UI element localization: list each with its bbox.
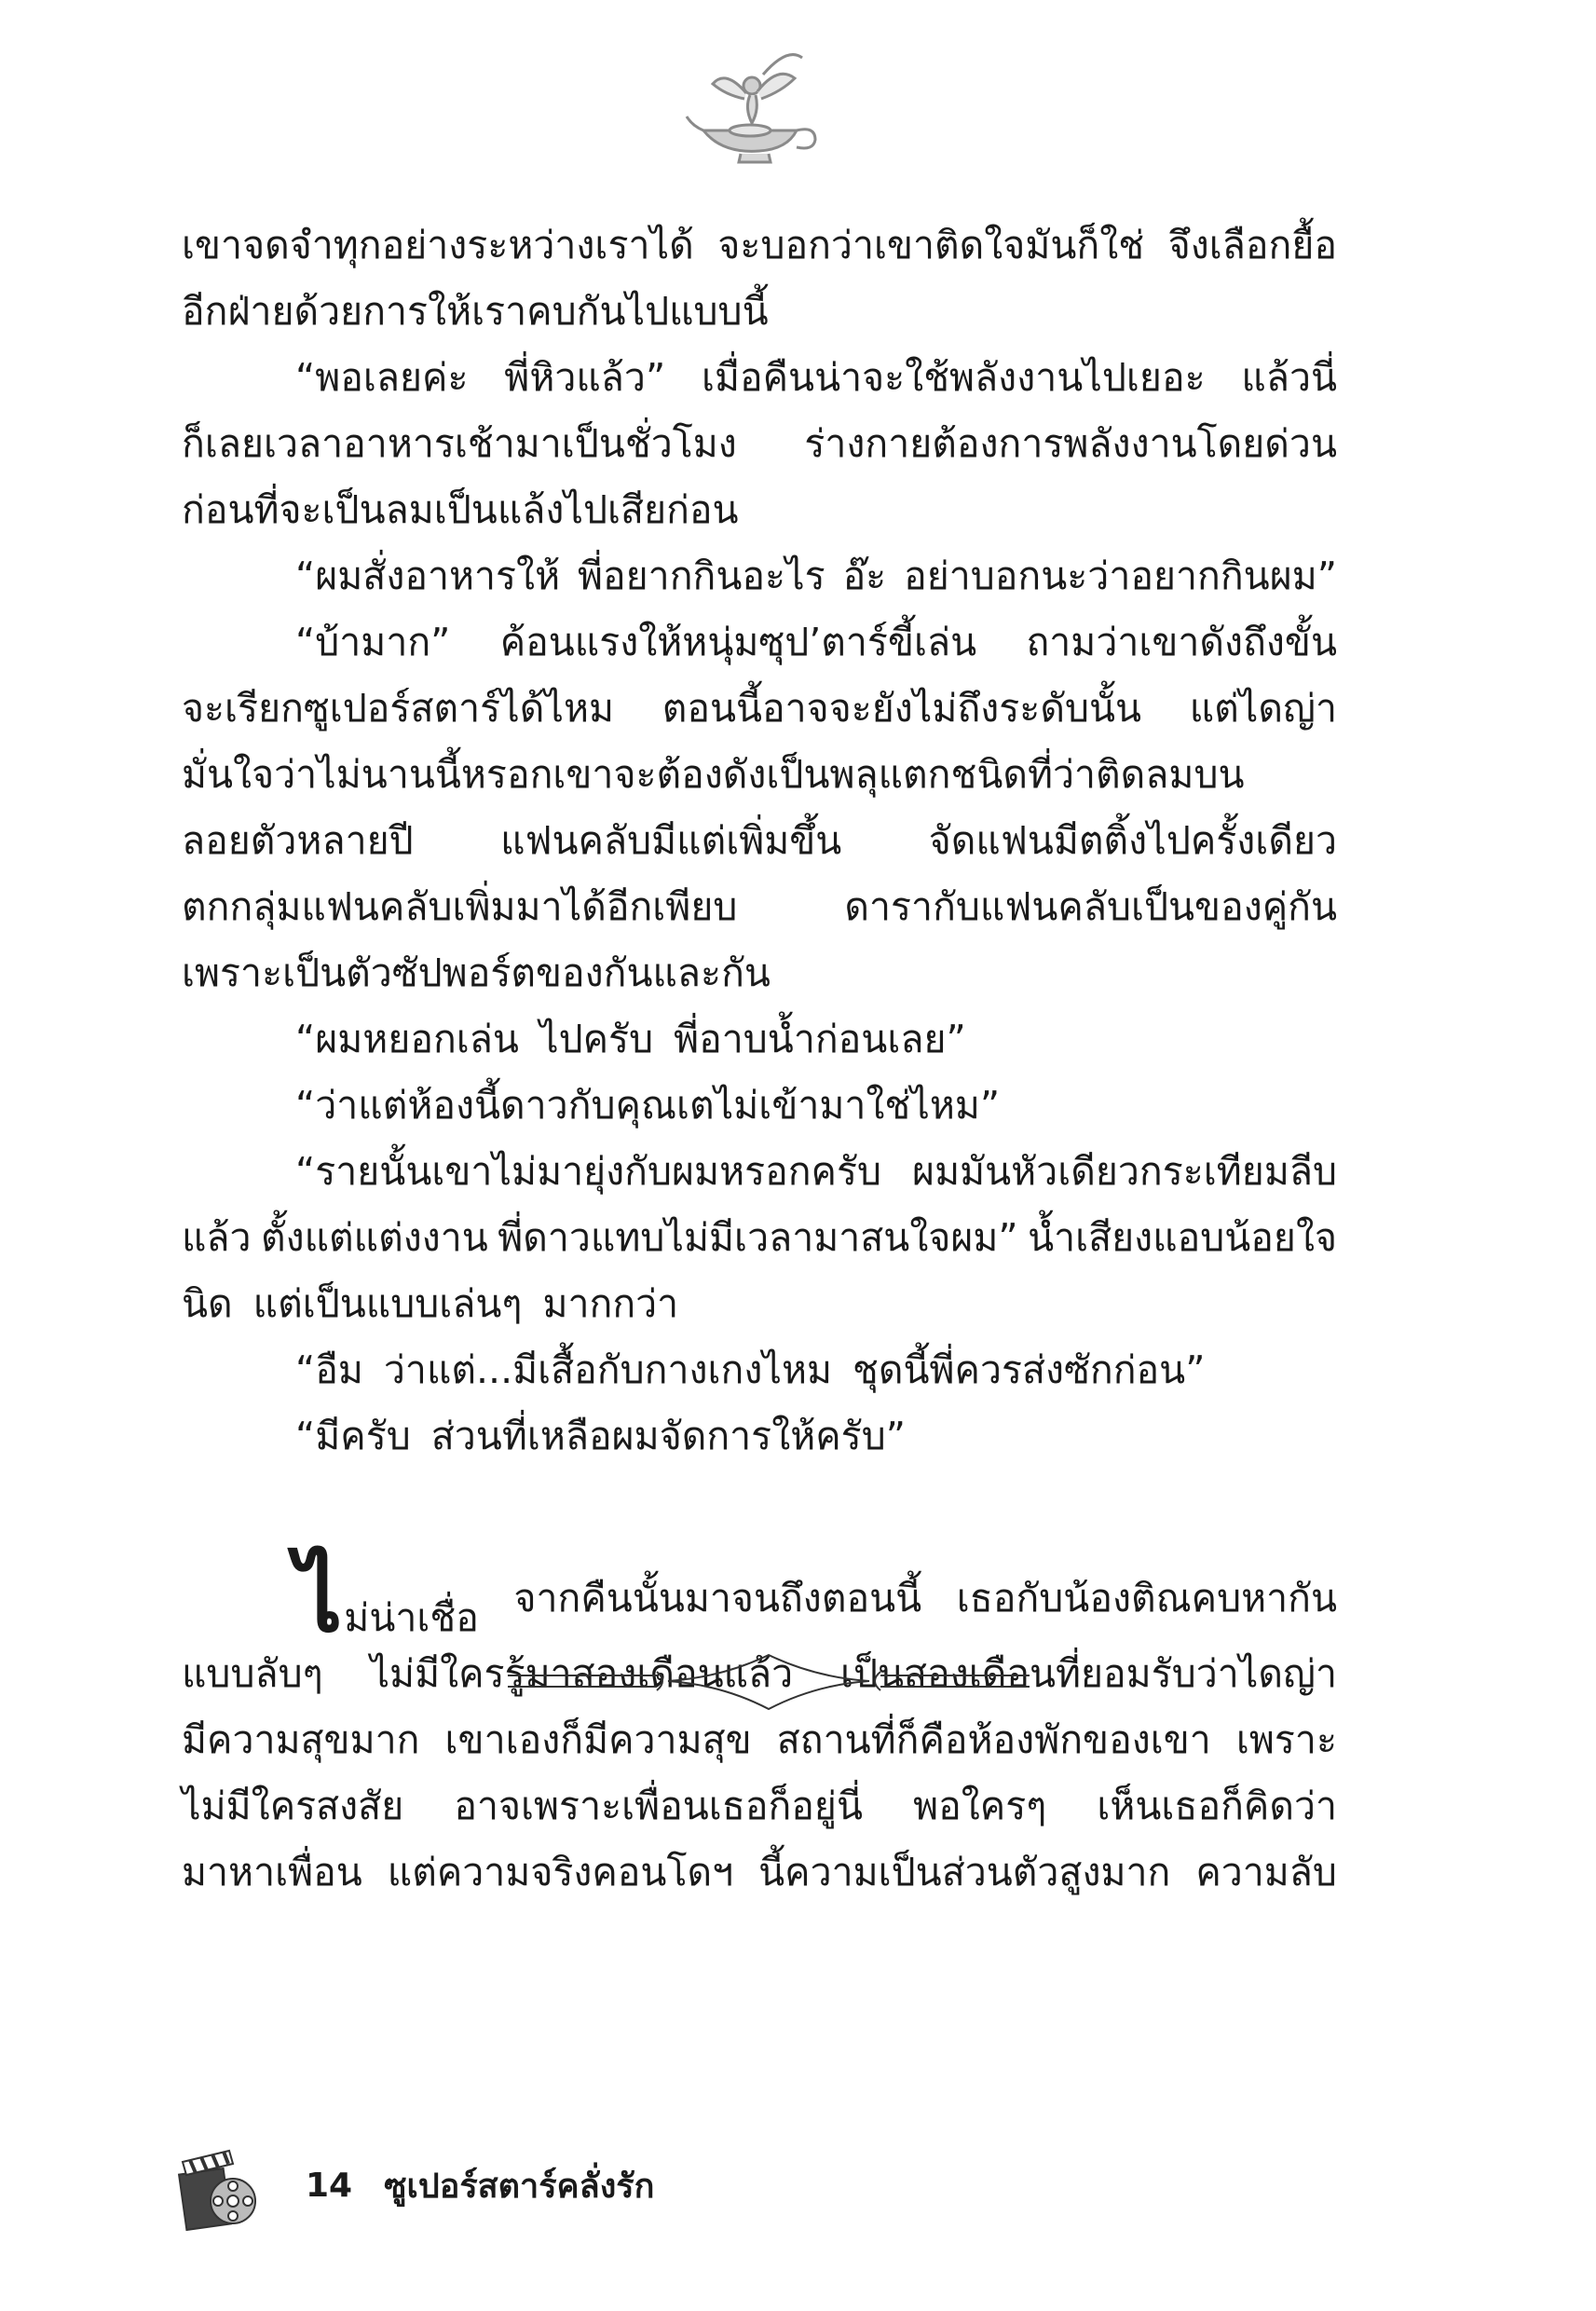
text-line (182, 543, 1337, 609)
text-line (182, 1839, 1337, 1906)
word: อาจเพราะเพื่อนเธอก็อยู่นี่ (454, 1784, 863, 1828)
word: ลอยตัวหลายปี (182, 818, 414, 863)
word: ม่น่าเชื่อ (344, 1595, 479, 1640)
text-line (182, 1337, 1337, 1403)
word: เขาจดจำทุกอย่างระหว่างเราได้ (182, 223, 694, 267)
text-line (182, 808, 1337, 874)
word: แต่ไดญ่า (1189, 686, 1337, 731)
word: พี่อาบน้ำก่อนเลย” (674, 1017, 966, 1061)
word: พี่ดาวแทบไม่มีเวลามาสนใจผม” (498, 1215, 1018, 1260)
word: ความลับ (1195, 1850, 1337, 1894)
text-line (182, 345, 1337, 411)
word: มีความสุขมาก (182, 1717, 420, 1762)
text-line (182, 742, 1337, 808)
word: แล้วนี่ (1241, 355, 1337, 400)
word: ว่าแต่...มีเสื้อกับกางเกงไหม (383, 1347, 833, 1392)
word: จากคืนนั้นมาจนถึงตอนนี้ (513, 1576, 922, 1620)
page-footer (177, 2134, 654, 2236)
word: อีกฝ่ายด้วยการให้เราคบกันไปแบบนี้ (182, 289, 769, 334)
word: “มีครับ (295, 1414, 411, 1458)
word: แต่เป็นแบบเล่นๆ (252, 1281, 523, 1326)
word: ร่างกายต้องการพลังงานโดยด่วน (804, 421, 1337, 466)
word: ก่อนที่จะเป็นลมเป็นแล้งไปเสียก่อน (182, 487, 739, 532)
word: เห็นเธอก็คิดว่า (1097, 1784, 1337, 1828)
word: พอใครๆ (913, 1784, 1047, 1828)
text-line (182, 1707, 1337, 1773)
text-line (182, 477, 1337, 543)
word: ผมมันหัวเดียวกระเทียมลีบ (912, 1149, 1337, 1194)
word: แล้ว (182, 1215, 252, 1260)
text-line (182, 411, 1337, 477)
word: ส่วนที่เหลือผมจัดการให้ครับ” (430, 1414, 906, 1458)
word: เธอกับน้องติณคบหากัน (956, 1576, 1337, 1620)
text-line (182, 1139, 1337, 1205)
word: มากกว่า (542, 1281, 679, 1326)
text-line (182, 676, 1337, 742)
word: “ผมสั่งอาหารให้ (295, 554, 561, 598)
word: “อืม (295, 1347, 363, 1392)
text-line (182, 1073, 1337, 1139)
text-line (182, 1205, 1337, 1271)
section-gap (182, 1470, 1337, 1555)
word: ตั้งแต่แต่งงาน (260, 1215, 488, 1260)
word: พี่หิวแล้ว” (504, 355, 666, 400)
text-line-dropcap (182, 1543, 1337, 1653)
word: มาหาเพื่อน (182, 1850, 362, 1894)
text-line (182, 609, 1337, 676)
word: เพราะเป็นตัวซัปพอร์ตของกันและกัน (182, 950, 771, 995)
running-title: ซูเปอร์สตาร์คลั่งรัก (384, 2167, 655, 2206)
word: ถามว่าเขาดังถึงขั้น (1026, 620, 1337, 664)
word: แฟนคลับมีแต่เพิ่มขึ้น (500, 818, 842, 863)
dropcap-letter: ไ (295, 1543, 343, 1653)
word: ดารากับแฟนคลับเป็นของคู่กัน (844, 884, 1337, 929)
word: พี่อยากกินอะไร (578, 554, 825, 598)
word: จึงเลือกยื้อ (1167, 223, 1337, 267)
word: “ผมหยอกเล่น (295, 1017, 519, 1061)
word: ค้อนแรงให้หนุ่มซุป’ตาร์ขี้เล่น (499, 620, 977, 664)
word: จะเรียกซูเปอร์สตาร์ได้ไหม (182, 686, 615, 731)
word: สถานที่ก็คือห้องพักของเขา (776, 1717, 1211, 1762)
section-divider (508, 1649, 1030, 1715)
text-line (182, 279, 1337, 345)
word: “บ้ามาก” (295, 620, 451, 664)
word: ตกกลุ่มแฟนคลับเพิ่มมาได้อีกเพียบ (182, 884, 738, 929)
word: แต่ความจริงคอนโดฯ (387, 1850, 734, 1894)
text-line (182, 940, 1337, 1006)
word: จัดแฟนมีตติ้งไปครั้งเดียว (928, 818, 1337, 863)
genie-lamp-ornament (685, 37, 825, 168)
word: เป็นสองเดือนที่ยอมรับว่าไดญ่า (839, 1651, 1337, 1696)
word: จะบอกว่าเขาติดใจมันก็ใช่ (717, 223, 1145, 267)
word: “รายนั้นเขาไม่มายุ่งกับผมหรอกครับ (295, 1149, 882, 1194)
word: มั่นใจว่าไม่นานนี้หรอกเขาจะต้องดังเป็นพลุแตกชนิดที่ว่าติดลมบน (182, 752, 1245, 797)
word: ไม่มีใครรู้มาสองเดือนแล้ว (370, 1651, 794, 1696)
word: อ๊ะ (842, 554, 887, 598)
word: อย่าบอกนะว่าอยากกินผม” (904, 554, 1337, 598)
word: “พอเลยค่ะ (295, 355, 469, 400)
text-line (182, 1403, 1337, 1470)
text-line (182, 1006, 1337, 1073)
word: เขาเองก็มีความสุข (444, 1717, 752, 1762)
word: เพราะ (1235, 1717, 1337, 1762)
text-line (182, 1773, 1337, 1839)
word: ชุดนี้พี่ควรส่งซักก่อน” (853, 1347, 1206, 1392)
word: ตอนนี้อาจจะยังไม่ถึงระดับนั้น (662, 686, 1142, 731)
text-line (182, 874, 1337, 940)
word: เมื่อคืนน่าจะใช้พลังงานไปเยอะ (701, 355, 1206, 400)
word: ไปครับ (539, 1017, 654, 1061)
word: นิด (182, 1281, 233, 1326)
film-reel-clapperboard-icon (177, 2134, 261, 2236)
word: นี้ความเป็นส่วนตัวสูงมาก (758, 1850, 1171, 1894)
page-number: 14 (306, 2166, 353, 2205)
text-line (182, 1271, 1337, 1337)
word: ก็เลยเวลาอาหารเช้ามาเป็นชั่วโมง (182, 421, 737, 466)
word: ไม่มีใครสงสัย (182, 1784, 404, 1828)
text-line (182, 212, 1337, 279)
word: น้ำเสียงแอบน้อยใจ (1028, 1215, 1337, 1260)
dropcap-word (295, 1543, 479, 1653)
word: “ว่าแต่ห้องนี้ดาวกับคุณเตไม่เข้ามาใช่ไหม” (295, 1083, 1001, 1128)
word: แบบลับๆ (182, 1651, 323, 1696)
